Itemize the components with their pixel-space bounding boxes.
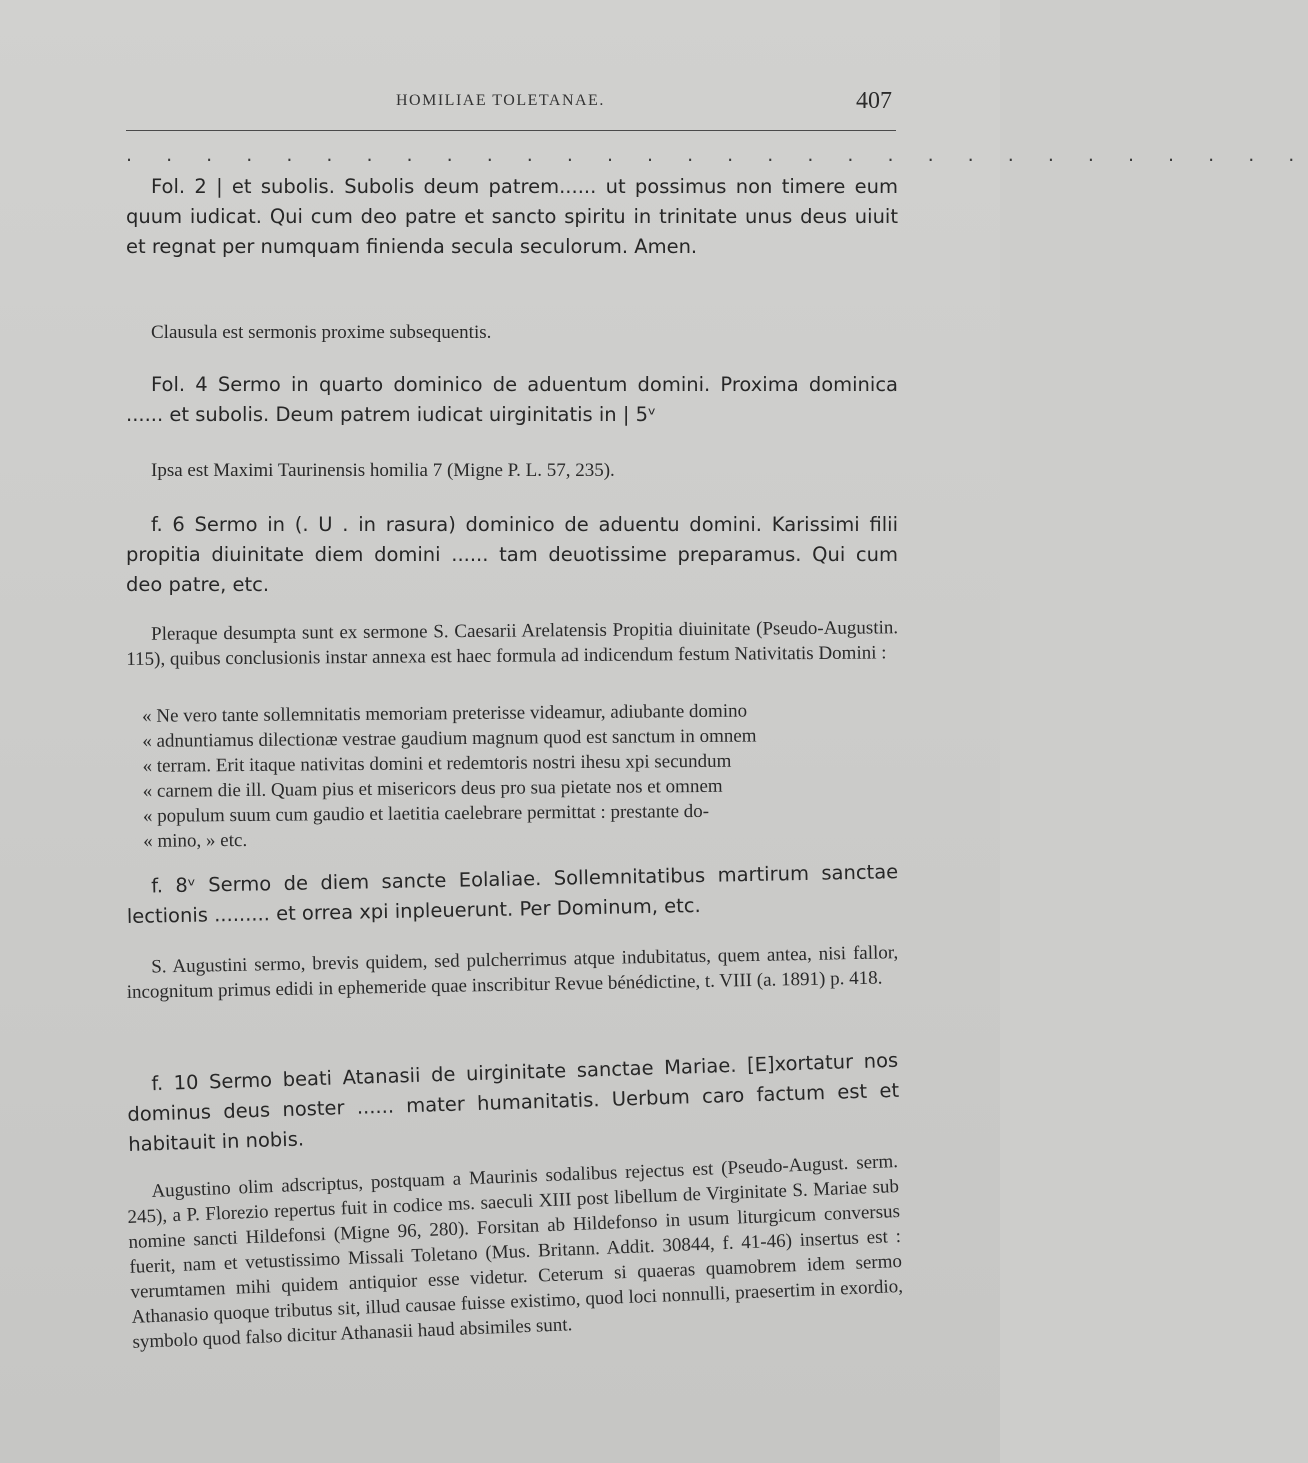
note-augustino: Augustino olim adscriptus, postquam a Maurinis sodalibus rejectus est (Pseudo-August. serm. 245), a P. Florezio repertus fuit in codice ms. saeculi XIII post libellum de Virginitate S. Mariae sub nomine sancti Hildefonsi (Migne 96, 280). Forsitan ab Hildefonso in usum liturgicum conversus fuerit, nam et vetustissimo Missali Toletano (Mus. Britann. Addit. 30844, f. 41-46) insertus est : verumtamen mihi quidem antiquior esse videtur. Ceterum si quaeras quamobrem idem sermo Athanasio quoque tributus sit, illud causae fuisse existimo, quod loci nonnulli, praesertim in exordio, symbolo quod falso dicitur Athanasii haud absimiles sunt. xyxy=(127,1151,904,1353)
quote-formula xyxy=(126,697,899,854)
entry-fol-4: Fol. 4 Sermo in quarto dominico de aduentum domini. Proxima dominica ...... et subolis. Deum patrem iudicat uirginitatis in | 5ᵛ xyxy=(126,373,898,426)
entry-f-6: f. 6 Sermo in (. U . in rasura) dominico de aduentu domini. Karissimi filii propitia diuinitate diem domini ...... tam deuotissime preparamus. Qui cum deo patre, etc. xyxy=(126,513,898,596)
running-title: HOMILIAE TOLETANAE. xyxy=(396,92,605,109)
ellipsis-row: . . . . . . . . . . . . . . . . . . . . . . . . . . . . . . xyxy=(126,144,1308,166)
quote-line: « populum suum cum gaudio et laetitia caelebrare permittat : prestante do- xyxy=(142,800,710,827)
note-augustini: S. Augustini sermo, brevis quidem, sed pulcherrimus atque indubitatus, quem antea, nisi fallor, incognitum primus edidi in ephemeride quae inscribitur Revue bénédictine, t. VIII (a. 1891) p. 418. xyxy=(126,942,899,1003)
quote-line: « terram. Erit itaque nativitas domini et redemtoris nostri ihesu xpi secundum xyxy=(142,750,732,777)
entry-f-8v: f. 8ᵛ Sermo de diem sancte Eolaliae. Sollemnitatibus martirum sanctae lectionis ......... et orrea xpi inpleuerunt. Per Dominum, etc. xyxy=(126,860,899,928)
quote-line: « adnuntiamus dilectionæ vestrae gaudium magnum quod est sanctum in omnem xyxy=(142,725,757,752)
entry-fol-2: Fol. 2 | et subolis. Subolis deum patrem...... ut possimus non timere eum quum iudicat. Qui cum deo patre et sancto spiritu in trinitate unus deus uiuit et regnat per numquam finienda secula seculorum. Amen. xyxy=(126,175,898,258)
note-maximi: Ipsa est Maximi Taurinensis homilia 7 (Migne P. L. 57, 235). xyxy=(151,460,615,481)
note-caesarii: Pleraque desumpta sunt ex sermone S. Caesarii Arelatensis Propitia diuinitate (Pseudo-Augustin. 115), quibus conclusionis instar annexa est haec formula ad indicendum festum Nativitatis Domini : xyxy=(126,617,899,670)
page-header xyxy=(126,88,896,122)
entry-f-10: f. 10 Sermo beati Atanasii de uirginitate sanctae Mariae. [E]xortatur nos dominus deus noster ...... mater humanitatis. Uerbum caro factum est et habitauit in nobis. xyxy=(127,1048,900,1156)
quote-line: « Ne vero tante sollemnitatis memoriam preterisse videamur, adiubante domino xyxy=(142,700,748,727)
note-clausula: Clausula est sermonis proxime subsequentis. xyxy=(151,322,492,343)
quote-line: « carnem die ill. Quam pius et misericors deus pro sua pietate nos et omnem xyxy=(142,775,723,802)
quote-line: « mino, » etc. xyxy=(143,829,248,852)
page-number: 407 xyxy=(856,88,892,114)
header-rule xyxy=(126,130,896,131)
